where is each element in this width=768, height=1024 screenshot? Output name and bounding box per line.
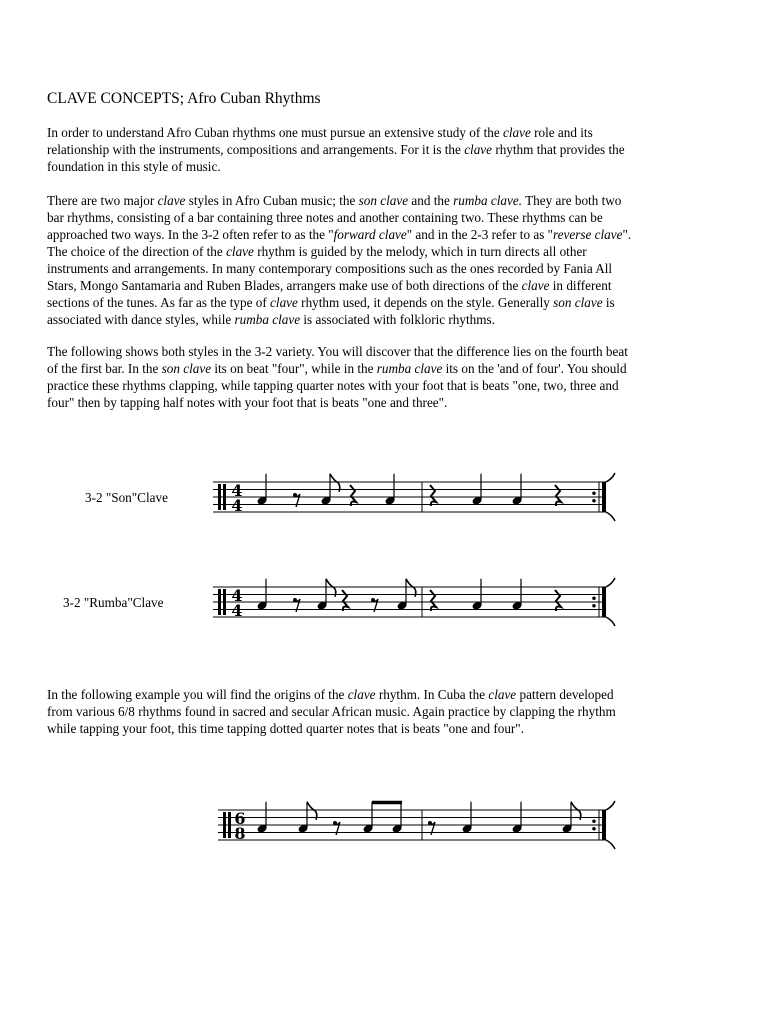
text-run: and the	[408, 193, 454, 208]
text-run: bar rhythms, consisting of a bar containing three notes and another containing two. These rhythms can be	[47, 210, 603, 225]
paragraph-4	[47, 686, 747, 737]
text-line	[47, 124, 747, 141]
text-run: role and its	[530, 125, 593, 140]
quarter-rest	[430, 590, 436, 611]
text-run: from various 6/8 rhythms found in sacred and secular African music. Again practice by clapping the rhythm	[47, 704, 616, 719]
text-run: In order to understand Afro Cuban rhythms one must pursue an extensive study of the	[47, 125, 503, 140]
quarter-rest	[430, 485, 436, 506]
text-run: ".	[622, 227, 632, 242]
text-line	[47, 703, 747, 720]
text-run: pattern developed	[516, 687, 614, 702]
text-line	[47, 192, 747, 209]
percussion-clef-bar	[218, 589, 221, 615]
repeat-dot	[592, 499, 596, 503]
percussion-clef-bar	[223, 484, 226, 510]
eighth-rest	[295, 494, 300, 507]
rumba-clave-staff	[0, 565, 768, 645]
text-run: is	[602, 295, 615, 310]
quarter-rest	[555, 485, 561, 506]
text-run: In the following example you will find the origins of the	[47, 687, 348, 702]
italic-term: clave	[488, 687, 517, 702]
quarter-rest	[555, 590, 561, 611]
text-run: rhythm used, it depends on the style. Generally	[297, 295, 554, 310]
son-clave-staff	[0, 460, 768, 540]
text-line	[47, 158, 747, 175]
percussion-clef-bar	[223, 812, 226, 838]
text-run: relationship with the instruments, compositions and arrangements. For it is the	[47, 142, 465, 157]
text-run: of the first bar. In the	[47, 361, 162, 376]
rumba-clave-label: 3-2 "Rumba"Clave	[63, 595, 164, 610]
text-run: its on beat "four", while in the	[211, 361, 377, 376]
paragraph-3	[47, 343, 747, 411]
text-run: foundation in this style of music.	[47, 159, 221, 174]
paragraph-1	[47, 124, 747, 175]
repeat-dot	[592, 827, 596, 831]
text-run: instruments and arrangements. In many contemporary compositions such as the ones recorded by Fania All	[47, 261, 613, 276]
repeat-dot	[592, 491, 596, 495]
text-run: The following shows both styles in the 3-2 variety. You will discover that the difference lies on the fourth beat	[47, 344, 628, 359]
repeat-thick-line	[602, 810, 606, 840]
text-run: in different	[549, 278, 612, 293]
quarter-rest	[342, 590, 348, 611]
text-line	[47, 209, 747, 226]
italic-term: son clave	[553, 295, 603, 310]
italic-term: clave	[347, 687, 376, 702]
text-run: its on the 'and of four'. You should	[442, 361, 627, 376]
italic-term: son clave	[161, 361, 212, 376]
eighth-rest	[335, 822, 340, 835]
six-eight-staff	[0, 788, 768, 868]
text-run: four" then by tapping half notes with your foot that is beats "one and three".	[47, 395, 448, 410]
time-signature-top: 6	[234, 809, 246, 828]
text-line	[47, 686, 747, 703]
text-line	[47, 343, 747, 360]
text-run: while tapping your foot, this time tapping dotted quarter notes that is beats "one and four".	[47, 721, 524, 736]
italic-term: forward clave	[333, 227, 407, 242]
text-run: associated with dance styles, while	[47, 312, 235, 327]
italic-term: clave	[502, 125, 531, 140]
italic-term: clave	[270, 295, 298, 310]
text-line	[47, 377, 747, 394]
eighth-rest	[430, 822, 435, 835]
text-line	[47, 243, 747, 260]
repeat-bracket	[606, 801, 615, 849]
text-line	[47, 720, 747, 737]
text-line	[47, 294, 747, 311]
eighth-rest	[295, 599, 300, 612]
text-line	[47, 260, 747, 277]
italic-term: clave	[521, 278, 550, 293]
text-run: The choice of the direction of the	[47, 244, 227, 259]
text-run: styles in Afro Cuban music; the	[185, 193, 359, 208]
text-run: sections of the tunes. As far as the type of	[47, 295, 271, 310]
son-clave-label: 3-2 "Son"Clave	[85, 490, 168, 505]
text-line	[47, 277, 747, 294]
paragraph-2	[47, 192, 747, 328]
repeat-thick-line	[602, 587, 606, 617]
italic-term: clave	[464, 142, 493, 157]
time-signature-bottom: 4	[231, 601, 243, 620]
italic-term: son clave	[358, 193, 409, 208]
text-line	[47, 311, 747, 328]
italic-term: rumba clave	[234, 312, 301, 327]
eighth-rest	[373, 599, 378, 612]
percussion-clef-bar	[223, 589, 226, 615]
italic-term: rumba clave.	[453, 193, 523, 208]
text-run: Stars, Mongo Santamaria and Ruben Blades, arrangers make use of both directions of the	[47, 278, 522, 293]
text-run: rhythm. In Cuba the	[375, 687, 489, 702]
text-line	[47, 394, 747, 411]
eighth-beam	[372, 801, 402, 805]
repeat-dot	[592, 596, 596, 600]
text-run: approached two ways. In the 3-2 often refer to as the "	[47, 227, 334, 242]
repeat-bracket	[606, 578, 615, 626]
text-run: rhythm is guided by the melody, which in turn directs all other	[253, 244, 587, 259]
italic-term: rumba clave	[376, 361, 443, 376]
text-run: " and in the 2-3 refer to as "	[406, 227, 554, 242]
italic-term: clave	[157, 193, 186, 208]
percussion-clef-bar	[228, 812, 231, 838]
text-run: rhythm that provides the	[492, 142, 625, 157]
italic-term: reverse clave	[553, 227, 623, 242]
time-signature-top: 4	[231, 481, 243, 500]
text-line	[47, 141, 747, 158]
time-signature-bottom: 8	[234, 824, 246, 843]
percussion-clef-bar	[218, 484, 221, 510]
repeat-bracket	[606, 473, 615, 521]
italic-term: clave	[226, 244, 254, 259]
text-run: There are two major	[47, 193, 158, 208]
text-run: practice these rhythms clapping, while tapping quarter notes with your foot that is beats "one, two, three and	[47, 378, 619, 393]
document-title: CLAVE CONCEPTS; Afro Cuban Rhythms	[47, 90, 321, 107]
text-line	[47, 226, 747, 243]
quarter-rest	[350, 485, 356, 506]
repeat-dot	[592, 819, 596, 823]
text-run: They are both two	[522, 193, 622, 208]
repeat-dot	[592, 604, 596, 608]
text-run: is associated with folkloric rhythms.	[300, 312, 495, 327]
time-signature-top: 4	[231, 586, 243, 605]
repeat-thick-line	[602, 482, 606, 512]
time-signature-bottom: 4	[231, 496, 243, 515]
text-line	[47, 360, 747, 377]
